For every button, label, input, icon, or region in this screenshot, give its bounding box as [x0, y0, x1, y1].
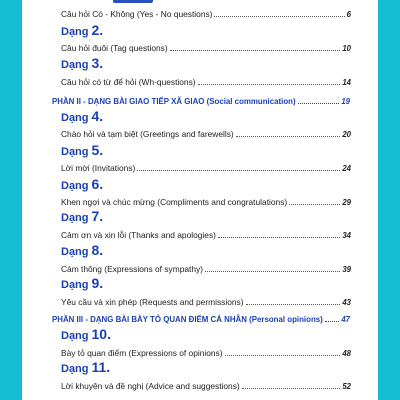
section-heading	[61, 324, 111, 342]
toc-entry-label: Câu hỏi có từ để hỏi (Wh-questions)	[61, 77, 196, 87]
section-heading	[61, 106, 103, 124]
toc-entry-label: Lời mời (Invitations)	[61, 163, 136, 173]
toc-entry-label: Lời khuyên và đề nghị (Advice and suggestions)	[61, 381, 240, 391]
toc-entry-page: 6	[346, 10, 351, 19]
dot-leader	[205, 271, 340, 272]
section-heading-number: 10.	[91, 326, 111, 342]
part-heading-label: PHẦN III - DẠNG BÀI BÀY TỎ QUAN ĐIỂM CÁ NHÂN (Personal opinions)	[52, 315, 323, 324]
section-heading-word: Dạng	[61, 279, 89, 291]
section-heading-word: Dạng	[61, 330, 89, 342]
toc-entry-page: 34	[342, 231, 351, 240]
section-heading	[61, 206, 103, 224]
toc-entry-label: Câu hỏi Có - Không (Yes - No questions)	[61, 9, 213, 19]
section-heading-number: 5.	[91, 142, 104, 158]
dot-leader	[242, 388, 341, 389]
toc-entry-label: Chào hỏi và tạm biệt (Greetings and farewells)	[61, 129, 234, 139]
left-accent-bar	[0, 0, 22, 400]
toc-entry-page: 10	[342, 44, 351, 53]
dot-leader	[218, 237, 340, 238]
section-heading-number: 11.	[91, 359, 111, 375]
toc-entry[interactable]	[61, 125, 351, 139]
table-of-contents	[52, 0, 350, 400]
section-heading-word: Dạng	[61, 146, 89, 158]
section-heading-number: 8.	[91, 242, 104, 258]
section-heading-word: Dạng	[61, 26, 89, 38]
toc-entry-page: 20	[342, 130, 351, 139]
toc-entry[interactable]	[61, 5, 351, 19]
section-heading-word: Dạng	[61, 59, 89, 71]
section-heading	[61, 53, 103, 71]
part-heading-page: 47	[341, 315, 350, 324]
section-heading-number: 2.	[91, 22, 104, 38]
toc-entry-page: 39	[342, 265, 351, 274]
dot-leader	[289, 204, 340, 205]
section-heading	[61, 174, 103, 192]
dot-leader	[198, 84, 341, 85]
part-heading-label: PHẦN II - DẠNG BÀI GIAO TIẾP XÃ GIAO (Social communication)	[52, 97, 296, 106]
toc-entry-label: Yêu cầu và xin phép (Requests and permissions)	[61, 297, 244, 307]
section-heading-word: Dạng	[61, 246, 89, 258]
toc-entry-page: 29	[342, 198, 351, 207]
toc-entry[interactable]	[61, 260, 351, 274]
section-heading	[61, 140, 103, 158]
dot-leader	[325, 321, 340, 322]
toc-entry-page: 52	[342, 382, 351, 391]
toc-entry[interactable]	[61, 73, 351, 87]
toc-entry-label: Cảm ơn và xin lỗi (Thanks and apologies)	[61, 230, 216, 240]
part-heading[interactable]	[52, 311, 350, 324]
section-heading-word: Dạng	[61, 363, 89, 375]
section-heading-number: 6.	[91, 176, 104, 192]
toc-entry-page: 43	[342, 298, 351, 307]
section-heading-word: Dạng	[61, 180, 89, 192]
part-heading-page: 19	[341, 97, 350, 106]
section-heading-number: 3.	[91, 55, 104, 71]
toc-entry[interactable]	[61, 159, 351, 173]
section-heading	[61, 240, 103, 258]
toc-entry[interactable]	[61, 226, 351, 240]
part-heading[interactable]	[52, 93, 350, 106]
section-heading-number: 9.	[91, 275, 104, 291]
dot-leader	[236, 136, 341, 137]
toc-entry-label: Khen ngợi và chúc mừng (Compliments and congratulations)	[61, 197, 288, 207]
toc-entry-label: Câu hỏi đuôi (Tag questions)	[61, 43, 168, 53]
right-accent-bar	[378, 0, 400, 400]
dot-leader	[246, 304, 341, 305]
dot-leader	[170, 50, 341, 51]
section-heading-word: Dạng	[61, 112, 89, 124]
toc-entry-label: Cảm thông (Expressions of sympathy)	[61, 264, 203, 274]
dot-leader	[137, 170, 340, 171]
dot-leader	[298, 103, 340, 104]
toc-entry[interactable]	[61, 39, 351, 53]
toc-entry-page: 24	[342, 164, 351, 173]
section-heading-number: 4.	[91, 108, 104, 124]
toc-entry-page: 48	[342, 349, 351, 358]
section-heading-number: 7.	[91, 208, 104, 224]
toc-entry-page: 14	[342, 78, 351, 87]
clipped-heading-fragment	[113, 0, 153, 3]
section-heading	[61, 273, 103, 291]
toc-entry-label: Bày tỏ quan điểm (Expressions of opinions)	[61, 348, 223, 358]
dot-leader	[225, 355, 341, 356]
dot-leader	[214, 16, 344, 17]
toc-entry[interactable]	[61, 193, 351, 207]
toc-entry[interactable]	[61, 377, 351, 391]
section-heading-word: Dạng	[61, 212, 89, 224]
toc-entry[interactable]	[61, 293, 351, 307]
section-heading	[61, 20, 103, 38]
toc-entry[interactable]	[61, 344, 351, 358]
section-heading	[61, 357, 110, 375]
